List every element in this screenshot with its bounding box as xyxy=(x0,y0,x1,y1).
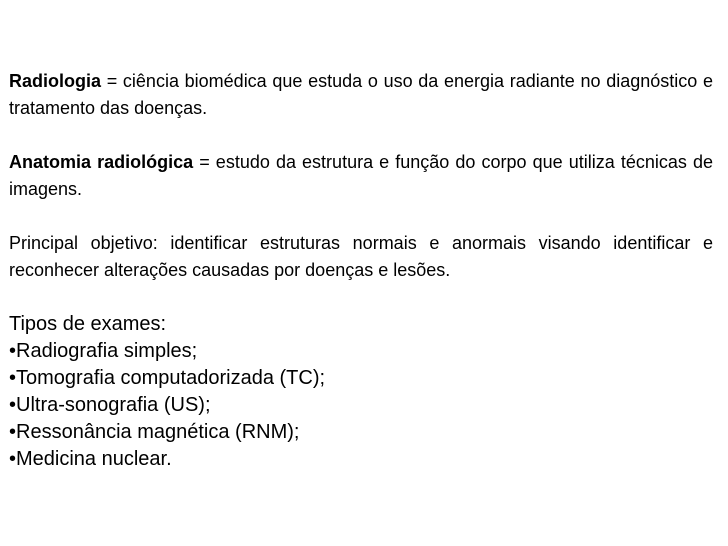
list-item xyxy=(9,365,713,392)
list-item xyxy=(9,392,713,419)
exam-types-title: Tipos de exames: xyxy=(9,313,167,335)
slide-content xyxy=(9,68,713,473)
definition-radiologia: = ciência biomédica que estuda o uso da energia radiante no diagnóstico e tratamento das doenças. xyxy=(9,71,713,118)
paragraph-radiologia xyxy=(9,68,713,122)
exam-types-list xyxy=(9,338,713,473)
bullet-marker: • xyxy=(9,367,17,389)
bullet-marker: • xyxy=(9,421,17,443)
paragraph-principal-objetivo xyxy=(9,230,713,284)
list-item-text: Ressonância magnética (RNM); xyxy=(16,421,300,443)
list-item-text: Tomografia computadorizada (TC); xyxy=(16,367,326,389)
bullet-marker: • xyxy=(9,448,17,470)
list-item-text: Radiografia simples; xyxy=(16,340,198,362)
principal-objetivo-text: Principal objetivo: identificar estruturas normais e anormais visando identificar e reconhecer alterações causadas por doenças e lesões. xyxy=(9,233,713,280)
list-item-text: Ultra-sonografia (US); xyxy=(16,394,211,416)
term-anatomia-radiologica: Anatomia radiológica xyxy=(9,152,194,172)
list-item xyxy=(9,419,713,446)
paragraph-anatomia-radiologica xyxy=(9,149,713,203)
term-radiologia: Radiologia xyxy=(9,71,102,91)
list-item xyxy=(9,338,713,365)
bullet-marker: • xyxy=(9,340,17,362)
list-item-text: Medicina nuclear. xyxy=(16,448,172,470)
definition-anatomia-radiologica: = estudo da estrutura e função do corpo que utiliza técnicas de imagens. xyxy=(9,152,713,199)
list-item xyxy=(9,446,713,473)
bullet-marker: • xyxy=(9,394,17,416)
